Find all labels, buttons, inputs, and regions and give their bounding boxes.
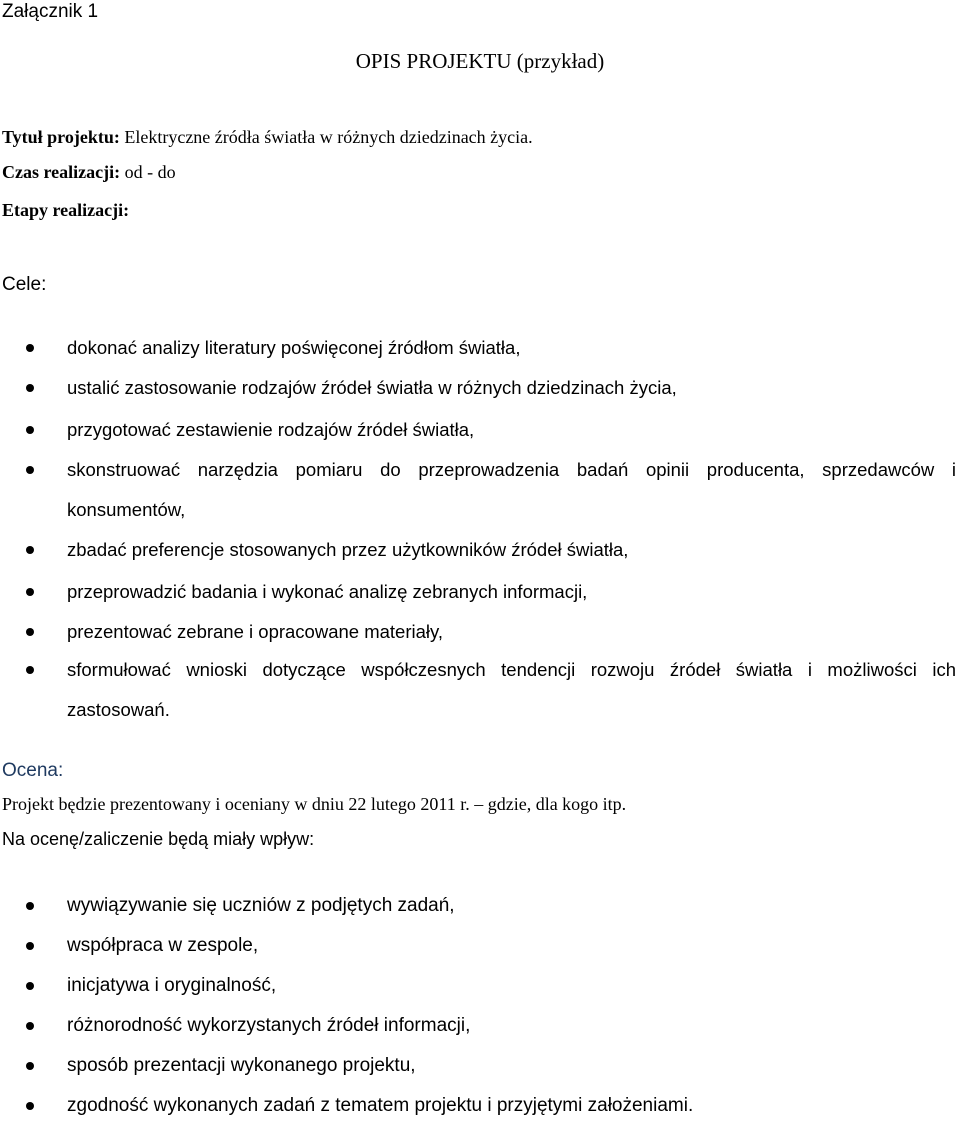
bullet-icon [26,666,34,674]
goal-text: ustalić zastosowanie rodzajów źródeł światła w różnych dziedzinach życia, [67,377,677,398]
goal-text: przeprowadzić badania i wykonać analizę zebranych informacji, [67,581,588,602]
bullet-icon [26,902,34,910]
criterion-text: zgodność wykonanych zadań z tematem projektu i przyjętymi założeniami. [67,1095,694,1116]
project-title-value: Elektryczne źródła światła w różnych dziedzinach życia. [119,127,533,147]
project-title-label: Tytuł projektu: [2,127,120,147]
goal-text: dokonać analizy literatury poświęconej źródłom światła, [67,337,521,358]
assessment-heading: Ocena: [2,760,64,781]
criterion-text: inicjatywa i oryginalność, [67,975,277,996]
page-title: OPIS PROJEKTU (przykład) [355,49,605,73]
bullet-icon [26,588,34,596]
goals-heading: Cele: [2,274,47,295]
bullet-icon [26,1102,34,1110]
goal-text: sformułować wnioski dotyczące współczesnych tendencji rozwoju źródeł światła i możliwości ich zastosowań. [67,659,956,720]
stages-label: Etapy realizacji: [2,200,130,220]
criterion-text: różnorodność wykorzystanych źródeł informacji, [67,1015,471,1036]
bullet-icon [26,942,34,950]
bullet-icon [26,344,34,352]
bullet-icon [26,1022,34,1030]
annex-label: Załącznik 1 [2,1,99,22]
duration-label: Czas realizacji: [2,162,121,182]
goal-text: skonstruować narzędzia pomiaru do przeprowadzenia badań opinii producenta, sprzedawców i konsumentów, [67,459,956,520]
goal-text: przygotować zestawienie rodzajów źródeł światła, [67,419,475,440]
criterion-text: wywiązywanie się uczniów z podjętych zadań, [67,895,455,916]
bullet-icon [26,1062,34,1070]
criterion-text: współpraca w zespole, [67,935,259,956]
bullet-icon [26,982,34,990]
bullet-icon [26,628,34,636]
duration-line [2,161,176,183]
goal-text: zbadać preferencje stosowanych przez użytkowników źródeł światła, [67,539,629,560]
bullet-icon [26,546,34,554]
criteria-intro: Na ocenę/zaliczenie będą miały wpływ: [2,829,315,849]
bullet-icon [26,426,34,434]
presentation-note: Projekt będzie prezentowany i oceniany w dniu 22 lutego 2011 r. – gdzie, dla kogo itp. [2,794,627,814]
bullet-icon [26,466,34,474]
bullet-icon [26,384,34,392]
project-title-line [2,126,533,148]
duration-value: od - do [120,162,176,182]
criterion-text: sposób prezentacji wykonanego projektu, [67,1055,416,1076]
goal-text: prezentować zebrane i opracowane materiały, [67,621,444,642]
